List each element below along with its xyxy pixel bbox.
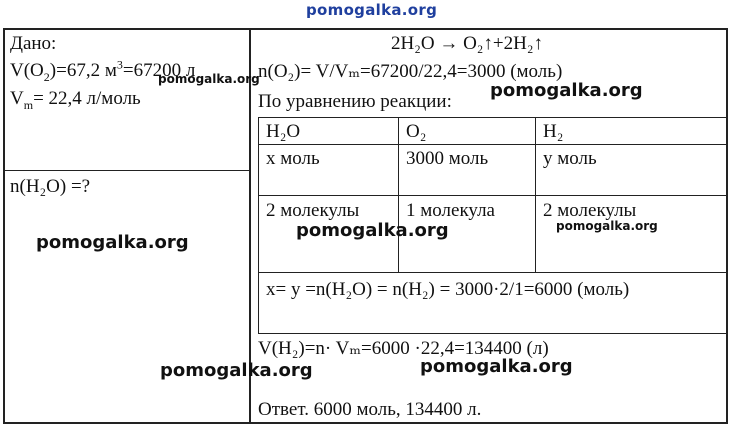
frame-right (726, 28, 728, 424)
table-col-line-1 (398, 117, 399, 272)
watermark: pomogalka.org (296, 220, 449, 241)
table-cell-x-mol: x моль (266, 148, 320, 169)
frame-left (3, 28, 5, 424)
table-cell-y-mol: y моль (543, 148, 597, 169)
watermark: pomogalka.org (158, 72, 260, 86)
given-molar-volume: $V_m= 22,4$ л/моль (10, 88, 141, 112)
watermark: pomogalka.org (490, 80, 643, 101)
table-row-line-2 (258, 195, 727, 196)
table-header-o2: O₂ (406, 121, 427, 142)
table-header-h2o: H₂O (266, 121, 301, 142)
watermark: pomogalka.org (160, 360, 313, 381)
watermark: pomogalka.org (36, 232, 189, 253)
table-row-line-3 (258, 272, 727, 273)
table-top (258, 117, 727, 118)
table-row-line-1 (258, 144, 727, 145)
table-cell-2-molecules-b: 2 молекулы (543, 200, 637, 221)
watermark: pomogalka.org (420, 356, 573, 377)
by-equation-label: По уравнению реакции: (258, 91, 452, 112)
given-volume-o2: $V(O_2)=67,2$ $м^3=67200$ л (10, 57, 196, 84)
table-left (258, 117, 259, 333)
watermark: pomogalka.org (556, 219, 658, 233)
table-cell-1-molecule: 1 молекула (406, 200, 495, 221)
table-col-line-2 (535, 117, 536, 272)
volume-h2-calc: V(H₂)=n· Vₘ=6000 ·22,4=134400 (л) (258, 338, 549, 359)
table-cell-2-molecules-a: 2 молекулы (266, 200, 360, 221)
table-cell-3000-mol: 3000 моль (406, 148, 489, 169)
frame-top (3, 28, 728, 30)
table-header-h2: H₂ (543, 121, 564, 142)
frame-bottom (3, 422, 728, 424)
table-formula-row: x= y =n(H₂O) = n(H₂) = 3000·2/1=6000 (моль) (266, 279, 630, 300)
table-bottom (258, 333, 727, 334)
given-divider (3, 170, 250, 171)
n-o2-calc: n(O₂)= V/Vₘ=67200/22,4=3000 (моль) (258, 61, 563, 82)
reaction-equation: 2H₂O → O₂↑+2H₂↑ (391, 33, 543, 54)
find-label: n(H₂O) =? (10, 176, 91, 197)
given-title: Дано: (10, 33, 57, 54)
answer-line: Ответ. 6000 моль, 134400 л. (258, 399, 482, 420)
header-watermark: pomogalka.org (306, 1, 438, 19)
